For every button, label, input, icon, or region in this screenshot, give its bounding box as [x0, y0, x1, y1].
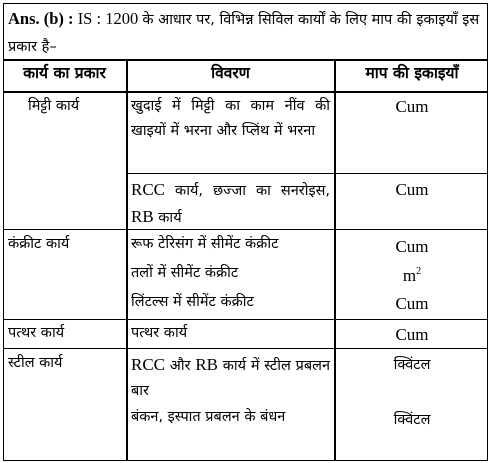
description-concrete-1: रूफ टेरिसंग में सीमेंट कंक्रीट: [131, 236, 279, 252]
row-divider-2: [3, 319, 488, 320]
column-divider-2: [334, 59, 336, 461]
work-type-steel: स्टील कार्य: [8, 355, 63, 371]
unit-earth-2: Cum: [395, 180, 429, 199]
standard-code: IS : 1200: [77, 9, 139, 28]
unit-concrete-3: Cum: [395, 294, 429, 313]
unit-steel-2: क्विंटल: [393, 412, 431, 428]
row-divider-3: [3, 348, 488, 349]
description-earth-1: खुदाई में मिट्टी का काम नींव की खाइयों में भरना और प्लिंथ में भरना: [131, 98, 330, 139]
sub-row-divider: [127, 173, 488, 174]
work-type-earth: मिट्टी कार्य: [28, 98, 80, 114]
unit-earth-1: Cum: [395, 97, 429, 116]
unit-concrete-1: Cum: [395, 237, 429, 256]
header-units: माप की इकाइयाँ: [365, 64, 459, 82]
description-stone-1: पत्थर कार्य: [131, 325, 188, 341]
description-concrete-2: तलों में सीमेंट कंक्रीट: [131, 265, 239, 281]
description-earth-2: RCC कार्य, छज्जा का सनरोइस, RB कार्य: [131, 180, 330, 226]
answer-label: Ans. (b) :: [8, 9, 74, 28]
header-work-type: कार्य का प्रकार: [23, 64, 106, 82]
work-type-stone: पत्थर कार्य: [8, 325, 65, 341]
description-steel-1: RCC और RB कार्य में स्टील प्रबलन बार: [131, 355, 330, 399]
header-bottom-rule: [3, 91, 488, 93]
intro-text: के आधार पर, विभिन्न सिविल कार्यों के लिए माप की इकाइयाँ इस प्रकार है–: [8, 12, 480, 55]
work-type-concrete: कंक्रीट कार्य: [8, 236, 70, 252]
header-description: विवरण: [211, 64, 250, 82]
unit-concrete-2: $m^2$: [402, 266, 422, 285]
description-concrete-3: लिंटल्स में सीमेंट कंक्रीट: [131, 294, 254, 310]
answer-intro: [8, 6, 484, 60]
unit-stone-1: Cum: [395, 325, 429, 344]
unit-steel-1: क्विंटल: [393, 357, 431, 373]
description-steel-2: बंकन, इस्पात प्रबलन के बंधन: [131, 409, 286, 425]
